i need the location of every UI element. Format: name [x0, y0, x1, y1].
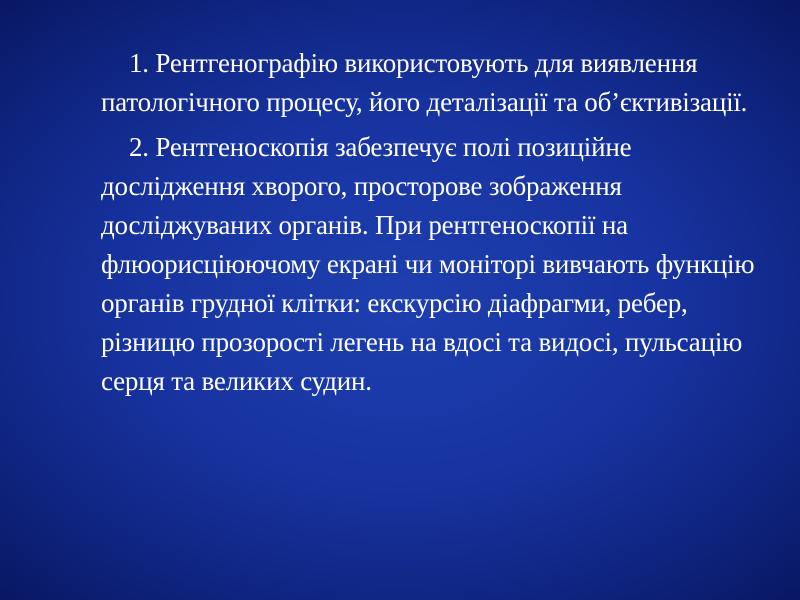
paragraph-radiography: 1. Рентгенографію використовують для виявлення патологічного процесу, його деталізації та об’єктивізації. — [101, 48, 748, 117]
slide-body — [101, 44, 761, 401]
paragraph-fluoroscopy: 2. Рентгеноскопія забезпечує полі позиційне дослідження хворого, просторове зображення досліджуваних органів. При рентгеноскопії на флюорисціюючому екрані чи моніторі вивчають функцію органів грудної клітки: екскурсію діафрагми, ребер, різницю прозорості легень на вдосі та видосі, пульсацію серця та великих судин. — [101, 132, 755, 396]
